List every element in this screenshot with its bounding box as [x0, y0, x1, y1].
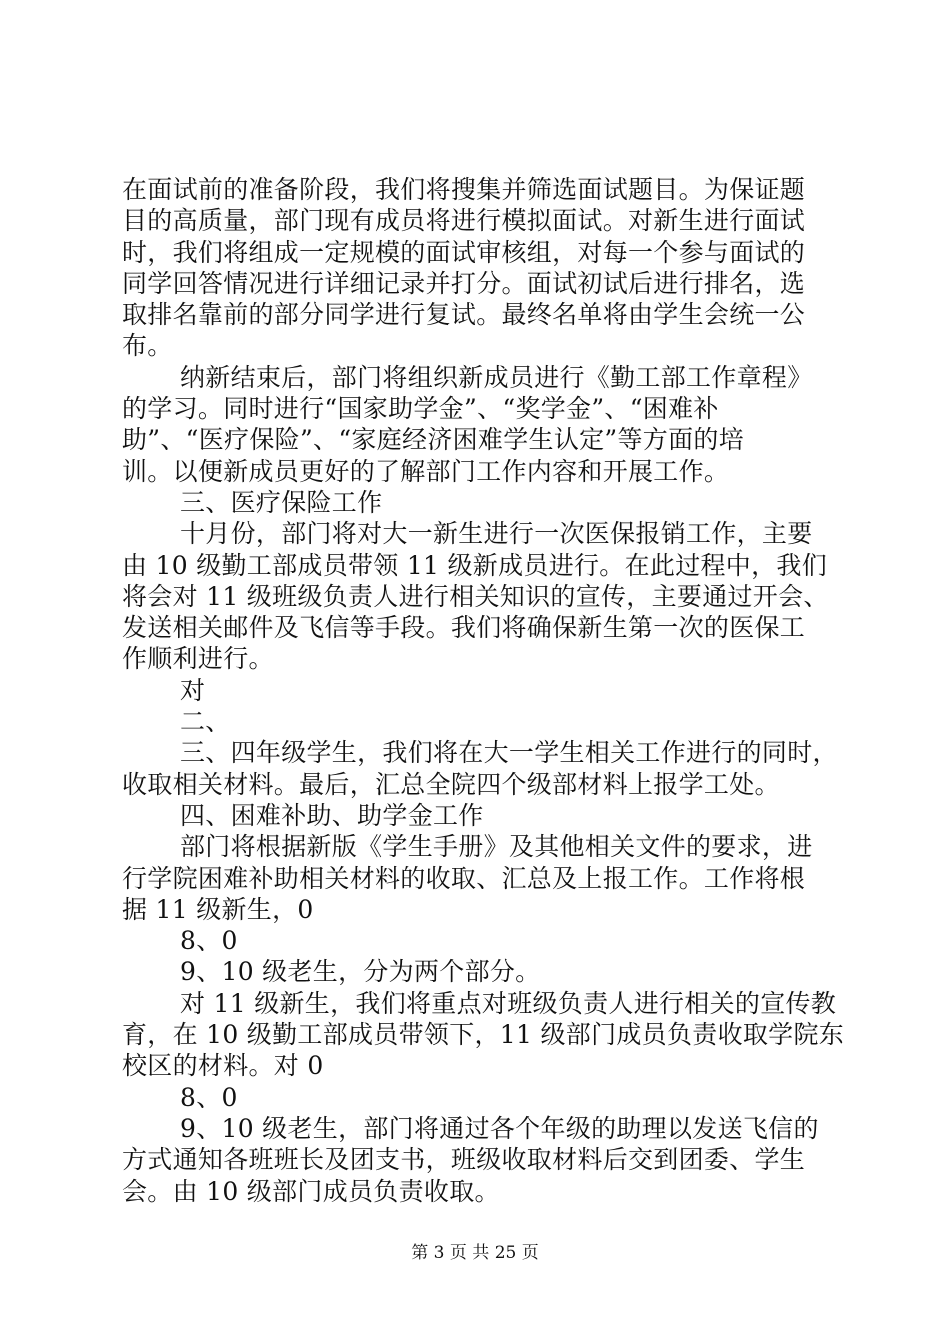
text-line: 8、0: [180, 926, 238, 956]
text-line: 对 11 级新生，我们将重点对班级负责人进行相关的宣传教: [180, 988, 837, 1018]
text-line: 训。以便新成员更好的了解部门工作内容和开展工作。: [122, 456, 730, 486]
text-line: 布。: [122, 331, 173, 361]
text-line: 取排名靠前的部分同学进行复试。最终名单将由学生会统一公: [122, 300, 806, 330]
text-line: 四、困难补助、助学金工作: [180, 800, 484, 830]
text-line: 二、: [180, 707, 231, 737]
document-body: [122, 174, 845, 1207]
text-line: 纳新结束后，部门将组织新成员进行《勤工部工作章程》: [180, 362, 813, 392]
text-line: 目的高质量，部门现有成员将进行模拟面试。对新生进行面试: [122, 206, 806, 236]
text-line: 三、医疗保险工作: [180, 487, 383, 517]
text-line: 校区的材料。对 0: [122, 1051, 324, 1081]
text-line: 会。由 10 级部门成员负责收取。: [122, 1176, 500, 1206]
text-line: 收取相关材料。最后，汇总全院四个级部材料上报学工处。: [122, 769, 780, 799]
text-line: 时，我们将组成一定规模的面试审核组，对每一个参与面试的: [122, 237, 806, 267]
text-line: 由 10 级勤工部成员带领 11 级新成员进行。在此过程中，我们: [122, 550, 828, 580]
text-line: 同学回答情况进行详细记录并打分。面试初试后进行排名，选: [122, 268, 806, 298]
text-line: 助”、“医疗保险”、“家庭经济困难学生认定”等方面的培: [122, 425, 745, 455]
text-line: 部门将根据新版《学生手册》及其他相关文件的要求，进: [180, 832, 813, 862]
text-line: 方式通知各班班长及团支书，班级收取材料后交到团委、学生: [122, 1145, 806, 1175]
text-line: 作顺利进行。: [122, 644, 274, 674]
text-line: 在面试前的准备阶段，我们将搜集并筛选面试题目。为保证题: [122, 175, 806, 204]
page-footer: 第 3 页 共 25 页: [411, 1243, 539, 1263]
text-line: 三、四年级学生，我们将在大一学生相关工作进行的同时，: [180, 738, 838, 768]
text-line: 发送相关邮件及飞信等手段。我们将确保新生第一次的医保工: [122, 613, 806, 643]
text-line: 十月份，部门将对大一新生进行一次医保报销工作，主要: [180, 519, 813, 549]
text-line: 育，在 10 级勤工部成员带领下，11 级部门成员负责收取学院东: [122, 1020, 845, 1050]
text-line: 8、0: [180, 1082, 238, 1112]
text-line: 9、10 级老生，部门将通过各个年级的助理以发送飞信的: [180, 1113, 819, 1143]
text-line: 行学院困难补助相关材料的收取、汇总及上报工作。工作将根: [122, 863, 806, 893]
text-line: 将会对 11 级班级负责人进行相关知识的宣传，主要通过开会、: [122, 581, 829, 611]
text-line: 的学习。同时进行“国家助学金”、“奖学金”、“困难补: [122, 394, 719, 424]
text-line: 据 11 级新生，0: [122, 894, 314, 924]
text-line: 9、10 级老生，分为两个部分。: [180, 957, 541, 987]
text-line: 对: [180, 675, 206, 705]
